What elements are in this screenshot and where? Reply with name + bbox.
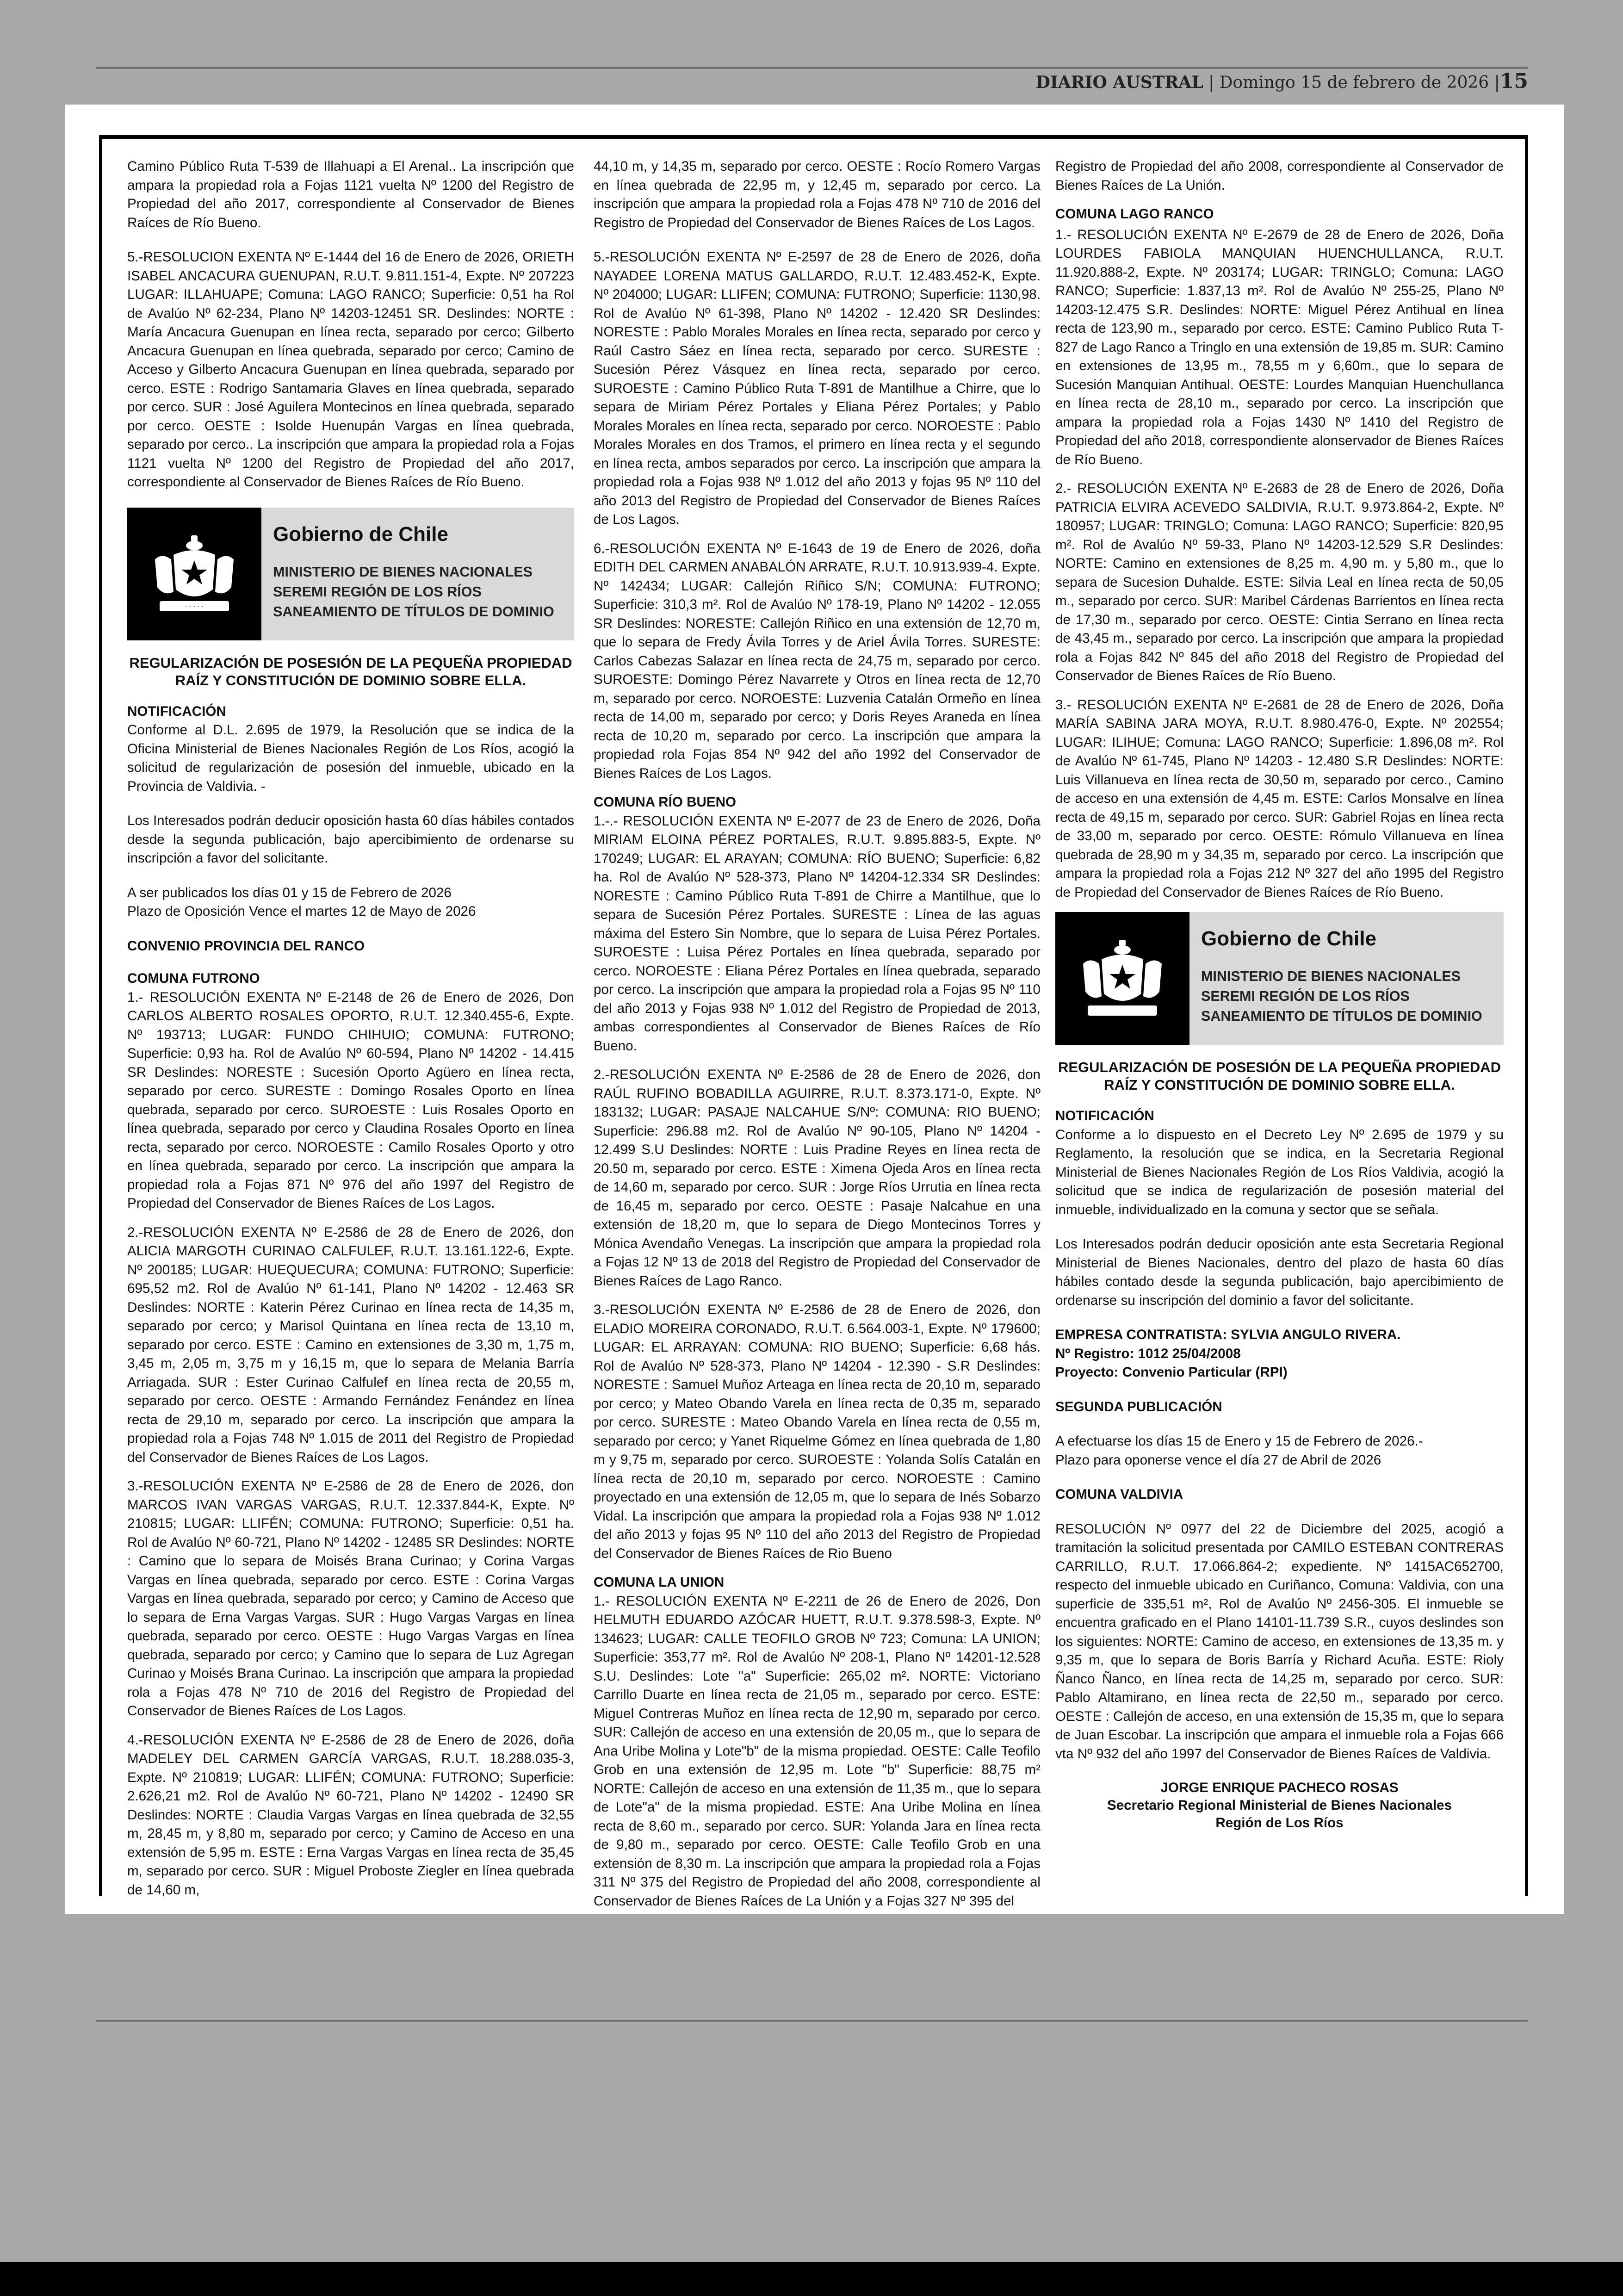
- gov-title: Gobierno de Chile: [273, 522, 448, 546]
- footer-rule: [96, 2020, 1528, 2022]
- bottom-bar: [0, 2262, 1623, 2296]
- coat-of-arms-icon: [1074, 931, 1171, 1024]
- gov-chile-banner: [1055, 912, 1504, 1045]
- resolution-lr-1: 1.- RESOLUCIÓN EXENTA Nº E-2679 de 28 de Enero de 2026, Doña LOURDES FABIOLA MANQUIAN HUENCHULLANCA, R.U.T. 11.920.888-2, Expte. Nº 203174; LUGAR: TRINGLO; Comuna: LAGO RANCO; Superficie: 1.837,13 m². Rol de Avalúo Nº 255-25, Plano Nº 14203-12.475 S.R. Deslindes: NORTE: Miguel Pérez Antihual en línea recta de 123,90 m., separado por cerco. ESTE: Camino Publico Ruta T-827 de Lago Ranco a Tringlo en una extensión de 19,85 m. SUR: Camino en extensiones de 13,95 m., 78,55 m y 6,60m., que lo separa de Sucesión Manquian Antihual. OESTE: Lourdes Manquian Huenchullanca en línea recta de 28,10 m., separado por cerco. La inscripción que ampara la propiedad rola a Fojas 1430 Nº 1410 del Registro de Propiedad del año 2018, correspondiente alonservador de Bienes Raíces de Río Bueno.: [1055, 227, 1504, 467]
- resolution-rb-1: 1.-.- RESOLUCIÓN EXENTA Nº E-2077 de 23 de Enero de 2026, Doña MIRIAM ELOINA PÉREZ PORTALES, R.U.T. 9.895.883-5, Expte. Nº 170249; LUGAR: EL ARAYAN; COMUNA: RÍO BUENO; Superficie: 6,82 ha. Rol de Avalúo Nº 528-373, Plano Nº 14204-12.334 SR Deslindes: NORESTE : Camino Público Ruta T-891 de Chirre a Mantilhue, que lo separa de Sucesión Pérez Portales. SURESTE : Línea de las aguas máxima del Estero Sin Nombre, que lo separa de Luisa Pérez Portales. SUROESTE : Luisa Pérez Portales en línea quebrada, separado por cerco. NOROESTE : Eliana Pérez Portales en línea quebrada, separado por cerco. La inscripción que ampara la propiedad rola a Fojas 95 Nº 110 del año 2013 y Fojas 938 Nº 1.012 del Registro de Propiedad de 2013, ambas correspondientes al Conservador de Bienes Raíces de Río Bueno.: [594, 813, 1041, 1054]
- registry-number: Nº Registro: 1012 25/04/2008: [1055, 1346, 1241, 1361]
- resolution-3: 3.-RESOLUCIÓN EXENTA Nº E-2586 de 28 de Enero de 2026, don MARCOS IVAN VARGAS VARGAS, R.U.T. 12.337.844-K, Expte. Nº 210815; LUGAR: LLIFÉN; COMUNA: FUTRONO; Superficie: 0,51 ha. Rol de Avalúo Nº 60-721, Plano Nº 14202 - 12485 SR Deslindes: NORTE : Camino que lo separa de Moisés Brana Curinao; y Corina Vargas Vargas en línea quebrada, separado por cerco. ESTE : Corina Vargas Vargas en línea quebrada, separado por cerco; y Camino de Acceso que lo separa de Erna Vargas Vargas. SUR : Hugo Vargas Vargas en línea quebrada, separado por cerco. OESTE : Hugo Vargas Vargas en línea quebrada, separado por cerco; y Camino que lo separa de Luz Agregan Curinao y Moisés Brana Curinao. La inscripción que ampara la propiedad rola a Fojas 478 Nº 710 de 2016 del Registro de Propiedad del Conservador de Bienes Raíces de Los Lagos.: [127, 1478, 574, 1719]
- resolution-5: 5.-RESOLUCIÓN EXENTA Nº E-2597 de 28 de Enero de 2026, doña NAYADEE LORENA MATUS GALLARDO, R.U.T. 12.483.452-K, Expte. Nº 204000; LUGAR: LLIFEN; COMUNA: FUTRONO; Superficie: 1130,98. Rol de Avalúo Nº 61-398, Plano Nº 14202 - 12.420 SR Deslindes: NORESTE : Pablo Morales Morales en línea recta, separado por cerco y Raúl Castro Sáez en línea recta, separado por cerco. SURESTE : Sucesión Pérez Vásquez en línea recta, separado por cerco. SUROESTE : Camino Público Ruta T-891 de Mantilhue a Chirre, que lo separa de Miriam Pérez Portales y Eliana Pérez Portales; y Pablo Morales Morales en línea recta, separado por cerco. NOROESTE : Pablo Morales Morales en dos Tramos, el primero en línea recta y el segundo en línea recta, ambos separados por cerco. La inscripción que ampara la propiedad rola a Fojas 938 Nº 1.012 del año 2013 y fojas 95 Nº 110 del año 2013 del Registro de Propiedad del Conservador de Bienes Raíces de Los Lagos.: [594, 249, 1041, 527]
- notification-text: Conforme al D.L. 2.695 de 1979, la Resolución que se indica de la Oficina Ministerial de Bienes Nacionales Región de Los Ríos, acogió la solicitud de regularización de posesión del inmueble, ubicado en la Provincia de Valdivia. -: [127, 722, 574, 794]
- second-publication: SEGUNDA PUBLICACIÓN: [1055, 1399, 1222, 1415]
- signatory-name: JORGE ENRIQUE PACHECO ROSAS: [1160, 1780, 1399, 1795]
- publication-date: | Domingo 15 de febrero de 2026 |: [1208, 73, 1500, 92]
- resolution-4: 4.-RESOLUCIÓN EXENTA Nº E-2586 de 28 de Enero de 2026, doña MADELEY DEL CARMEN GARCÍA VARGAS, R.U.T. 18.288.035-3, Expte. Nº 210819; LUGAR: LLIFÉN; COMUNA: FUTRONO; Superficie: 2.626,21 m2. Rol de Avalúo Nº 60-721, Plano Nº 14202 - 12490 SR Deslindes: NORTE : Claudia Vargas Vargas en línea quebrada de 32,55 m, 28,45 m, y 8,80 m, separado por cerco; y Camino de Acceso en una extensión de 5,95 m. ESTE : Erna Vargas Vargas en línea recta de 35,45 m, separado por cerco. SUR : Miguel Proboste Ziegler en línea quebrada de 14,60 m,: [127, 1732, 574, 1898]
- comuna-heading: COMUNA LAGO RANCO: [1055, 206, 1214, 222]
- gov-subtitle: [273, 562, 554, 622]
- seremi: SEREMI REGIÓN DE LOS RÍOS: [1201, 988, 1410, 1004]
- resolution-1: 1.- RESOLUCIÓN EXENTA Nº E-2148 de 26 de Enero de 2026, Don CARLOS ALBERTO ROSALES OPORTO, R.U.T. 12.340.455-6, Expte. Nº 193713; LUGAR: FUNDO CHIHUIO; COMUNA: FUTRONO; Superficie: 0,93 ha. Rol de Avalúo Nº 60-594, Plano Nº 14202 - 14.415 SR Deslindes: NORESTE : Sucesión Oporto Agüero en línea recta, separado por cerco. SURESTE : Domingo Rosales Oporto en línea quebrada, separado por cerco. SUROESTE : Luis Rosales Oporto en línea quebrada, separado por cerco y Claudina Rosales Oporto en línea recta, separado por cerco. NOROESTE : Camilo Rosales Oporto y otro en línea quebrada, separado por cerco. La inscripción que ampara la propiedad rola a Fojas 871 Nº 976 del año 1997 del Registro de Propiedad del Conservador de Bienes Raíces de Los Lagos.: [127, 989, 574, 1211]
- paragraph: Camino Público Ruta T-539 de Illahuapi a El Arenal.. La inscripción que ampara la propiedad rola a Fojas 1121 vuelta Nº 1200 del Registro de Propiedad del año 2017, correspondiente al Conservador de Bienes Raíces de Río Bueno.: [127, 159, 574, 230]
- page-number: 15: [1499, 69, 1528, 93]
- convenio-heading: CONVENIO PROVINCIA DEL RANCO: [127, 938, 365, 954]
- resolution-valdivia: RESOLUCIÓN Nº 0977 del 22 de Diciembre del 2025, acogió a tramitación la solicitud presentada por CAMILO ESTEBAN CONTRERAS CARRILLO, R.U.T. 17.066.864-2; expediente. Nº 1415AC652700, respecto del inmueble ubicado en Curiñanco, Comuna: Valdivia, con una superficie de 335,51 m², Rol de Avalúo Nº 2456-305. El inmueble se encuentra graficado en el Plano 14101-11.739 S.R., cuyos deslindes son los siguientes: NORTE: Camino de acceso, en extensiones de 13,35 m. y 9,35 m, que lo separa de Boris Barría y Richard Acuña. ESTE: Rioly Ñanco Ñanco, en línea recta de 14,25 m, separado por cerco. SUR: Pablo Altamirano, en línea recta de 22,50 m., separado por cerco. OESTE : Callejón de acceso, en una extensión de 15,35 m, que lo separa de Juan Escobar. La inscripción que ampara el inmueble rola a Fojas 666 vta Nº 932 del año 1997 del Conservador de Bienes Raíces de Valdivia.: [1055, 1521, 1504, 1762]
- resolution-lr-2: 2.- RESOLUCIÓN EXENTA Nº E-2683 de 28 de Enero de 2026, Doña PATRICIA ELVIRA ACEVEDO SALDIVIA, R.U.T. 9.973.864-2, Expte. Nº 180957; LUGAR: TRINGLO; Comuna: LAGO RANCO; Superficie: 820,95 m². Rol de Avalúo Nº 59-33, Plano Nº 14203-12.529 S.R Deslindes: NORTE: Camino en extensiones de 8,25 m. 4,90 m. y 5,80 m., que lo separa de Sucesion Duhalde. ESTE: Silvia Leal en línea recta de 50,05 m., separado por cerco. SUR: Maribel Cárdenas Barrientos en línea recta de 17,30 m., separado por cerco. OESTE: Cintia Serrano en línea recta de 43,45 m., separado por cerco. La inscripción que ampara la propiedad rola a Fojas 842 Nº 845 del año 2018 del Registro de Propiedad del Conservador de Bienes Raíces de Río Bueno.: [1055, 481, 1504, 683]
- header-rule: [96, 67, 1528, 69]
- resolution-2: 2.-RESOLUCIÓN EXENTA Nº E-2586 de 28 de Enero de 2026, don ALICIA MARGOTH CURINAO CALFULEF, R.U.T. 13.161.122-6, Expte. Nº 200185; LUGAR: HUEQUECURA; COMUNA: FUTRONO; Superficie: 695,52 m2. Rol de Avalúo Nº 61-141, Plano Nº 14202 - 12.463 SR Deslindes: NORTE : Katerin Pérez Curinao en línea recta de 14,35 m, separado por cerco; y Marisol Quintana en línea recta de 13,10 m, separado por cerco. ESTE : Camino en extensiones de 3,30 m, 1,75 m, 3,45 m, 2,05 m, 3,75 m y 16,15 m, que lo separa de Melania Barría Arriagada. SUR : Ester Curinao Calfulef en línea recta de 20,55 m, separado por cerco. OESTE : Armando Fernández Fenández en línea recta de 29,10 m, separado por cerco. La inscripción que ampara la propiedad rola a Fojas 748 Nº 1.015 de 2011 del Registro de Propiedad del Conservador de Bienes Raíces de Los Lagos.: [127, 1224, 574, 1465]
- opposition-text: Los Interesados podrán deducir oposición hasta 60 días hábiles contados desde la segunda publicación, bajo apercibimiento de ordenarse su inscripción a favor del solicitante.: [127, 813, 574, 866]
- notification-text: Conforme a lo dispuesto en el Decreto Ley Nº 2.695 de 1979 y su Reglamento, la resolución que se indica, en la Secretaria Regional Ministerial de Bienes Nacionales Región de Los Ríos Valdivia, acogió la solicitud que se indica de regularización de posesión material del inmueble, individualizado en la comuna y sector que se señala.: [1055, 1127, 1504, 1217]
- gov-logo-box: [127, 508, 261, 640]
- comuna-heading: COMUNA VALDIVIA: [1055, 1487, 1183, 1502]
- column-2: [594, 157, 1041, 1921]
- resolution-lr-3: 3.- RESOLUCIÓN EXENTA Nº E-2681 de 28 de Enero de 2026, Doña MARÍA SABINA JARA MOYA, R.U.T. 8.980.476-0, Expte. Nº 202554; LUGAR: ILIHUE; Comuna: LAGO RANCO; Superficie: 1.896,08 m². Rol de Avalúo Nº 61-745, Plano Nº 14203 - 12.480 S.R Deslindes: NORTE: Luis Villanueva en línea recta de 30,50 m, separado por cerco., Camino de acceso en una extensión de 4,45 m. ESTE: Carlos Monsalve en línea recta de 49,15 m, separado por cerco. SUR: Gabriel Rojas en línea recta de 33,00 m, separado por cerco. OESTE: Rómulo Villanueva en línea quebrada de 28,90 m y 34,35 m, separado por cerco. La inscripción que ampara la propiedad rola a Fojas 212 Nº 327 del año 1995 del Registro de Propiedad del Conservador de Bienes Raíces de Río Bueno.: [1055, 697, 1504, 900]
- gov-title: Gobierno de Chile: [1201, 927, 1376, 950]
- resolution-6: 6.-RESOLUCIÓN EXENTA Nº E-1643 de 19 de Enero de 2026, doña EDITH DEL CARMEN ANABALÓN ARRATE, R.U.T. 10.913.939-4. Expte. Nº 142434; LUGAR: Callejón Riñico S/N; COMUNA: FUTRONO; Superficie: 310,3 m². Rol de Avalúo Nº 178-19, Plano Nº 14202 - 12.055 SR Deslindes: NORESTE: Callejón Riñico en una extensión de 12,70 m, que lo separa de Fredy Ávila Torres y de Ariel Ávila Torres. SURESTE: Carlos Cabezas Salazar en línea recta de 24,75 m, separado por cerco. SUROESTE: Domingo Pérez Navarrete y Otros en línea recta de 12,70 m, separado por cerco. NOROESTE: Luzvenia Catalán Ormeño en línea recta de 14,00 m, separado por cerco; y Doris Reyes Araneda en línea recta de 10,20 m, separado por cerco. La inscripción que ampara la propiedad rola Fojas 854 Nº 942 del año 1992 del Conservador de Bienes Raíces de Los Lagos.: [594, 540, 1041, 781]
- ministry: MINISTERIO DE BIENES NACIONALES: [1201, 968, 1461, 984]
- opposition-deadline: Plazo para oponerse vence el día 27 de Abril de 2026: [1055, 1452, 1381, 1468]
- gov-subtitle: [1201, 967, 1482, 1026]
- publication-name: DIARIO AUSTRAL: [1035, 73, 1203, 92]
- notification-heading: NOTIFICACIÓN: [1055, 1108, 1154, 1123]
- opposition-text: Los Interesados podrán deducir oposición ante esta Secretaria Regional Ministerial de Bienes Nacionales, dentro del plazo de hasta 60 días hábiles contado desde la segunda publicación, bajo apercibimiento de ordenarse su inscripción del dominio a favor del solicitante.: [1055, 1236, 1504, 1308]
- gov-chile-banner: [127, 508, 574, 640]
- resolution-rb-2: 2.-RESOLUCIÓN EXENTA Nº E-2586 de 28 de Enero de 2026, don RAÚL RUFINO BOBADILLA AGUIRRE, R.U.T. 8.373.171-0, Expte. Nº 183132; LUGAR: PASAJE NALCAHUE S/Nº: COMUNA: RIO BUENO; Superficie: 296.88 m2. Rol de Avalúo Nº 90-105, Plano Nº 14204 - 12.499 S.U Deslindes: NORTE : Luis Pradine Reyes en línea recta de 20.50 m, separado por cerco. ESTE : Ximena Ojeda Aros en línea recta de 14,60 m, separado por cerco. SUR : Jorge Ríos Urrutia en línea recta de 16,45 m, separado por cerco. OESTE : Pasaje Nalcahue en una extensión de 18,20 m, que lo separa de Diego Montecinos Torres y Mónica Avendaño Venegas. La inscripción que ampara la propiedad rola a Fojas 12 Nº 13 de 2018 del Registro de Propiedad del Conservador de Bienes Raíces de Lago Ranco.: [594, 1067, 1041, 1289]
- notification-heading: NOTIFICACIÓN: [127, 703, 226, 719]
- opposition-deadline: Plazo de Oposición Vence el martes 12 de Mayo de 2026: [127, 904, 476, 919]
- signatory-title: Secretario Regional Ministerial de Bienes Nacionales: [1107, 1798, 1452, 1813]
- column-1: [127, 157, 574, 1910]
- ministry: MINISTERIO DE BIENES NACIONALES: [273, 564, 533, 580]
- notice-title: REGULARIZACIÓN DE POSESIÓN DE LA PEQUEÑA PROPIEDAD RAÍZ Y CONSTITUCIÓN DE DOMINIO SOBRE ELLA.: [129, 654, 572, 689]
- publication-dates: A ser publicados los días 01 y 15 de Febrero de 2026: [127, 885, 452, 900]
- page-header: [1036, 69, 1528, 93]
- resolution-lu-1: 1.- RESOLUCIÓN EXENTA Nº E-2211 de 26 de Enero de 2026, Don HELMUTH EDUARDO AZÓCAR HUETT, R.U.T. 9.378.598-3, Expte. Nº 134623; LUGAR: CALLE TEOFILO GROB Nº 723; Comuna: LA UNION; Superficie: 353,77 m². Rol de Avalúo Nº 208-1, Plano Nº 14201-12.528 S.U. Deslindes: Lote "a" Superficie: 265,02 m². NORTE: Victoriano Carrillo Duarte en línea recta de 21,05 m., separado por cerco. ESTE: Miguel Contreras Muñoz en línea recta de 12,90 m, separado por cerco. SUR: Callejón de acceso en una extensión de 20,05 m., que lo separa de Ana Uribe Molina y Lote"b" de la misma propiedad. OESTE: Calle Teofilo Grob en una extensión de 12,95 m. Lote "b" Superficie: 88,75 m² NORTE: Callejón de acceso en una extensión de 11,35 m., que lo separa de Lote"a" de la misma propiedad. ESTE: Ana Uribe Molina en línea recta de 8,60 m., separado por cerco. SUR: Yolanda Jara en línea recta de 9,80 m., separado por cerco. OESTE: Calle Teofilo Grob en una extensión de 8,30 m. La inscripción que ampara la propiedad rola a Fojas 311 Nº 375 del Registro de Propiedad del año 2008, correspondiente al Conservador de Bienes Raíces de La Unión y a Fojas 327 Nº 395 del: [594, 1593, 1041, 1909]
- column-3: [1055, 157, 1504, 1832]
- contractor: EMPRESA CONTRATISTA: SYLVIA ANGULO RIVERA.: [1055, 1327, 1401, 1342]
- paragraph: Registro de Propiedad del año 2008, correspondiente al Conservador de Bienes Raíces de La Unión.: [1055, 159, 1504, 193]
- paragraph: 44,10 m, y 14,35 m, separado por cerco. OESTE : Rocío Romero Vargas en línea quebrada de 22,95 m, y 12,45 m, separado por cerco. La inscripción que ampara la propiedad rola a Fojas 478 Nº 710 de 2016 del Registro de Propiedad del Conservador de Bienes Raíces de Los Lagos.: [594, 159, 1041, 230]
- gov-logo-box: [1055, 912, 1189, 1045]
- comuna-heading: COMUNA LA UNION: [594, 1575, 725, 1590]
- resolution-rb-3: 3.-RESOLUCIÓN EXENTA Nº E-2586 de 28 de Enero de 2026, don ELADIO MOREIRA CORONADO, R.U.T. 6.564.003-1, Expte. Nº 179600; LUGAR: EL ARRAYAN: COMUNA: RIO BUENO; Superficie: 6,68 hás. Rol de Avalúo Nº 528-373, Plano Nº 14204 - 12.390 - S.R Deslindes: NORESTE : Samuel Muñoz Arteaga en línea recta de 20,10 m, separado por cerco; y Mateo Obando Varela en línea recta de 0,35 m, separado por cerco. SURESTE : Mateo Obando Varela en línea recta de 0,55 m, separado por cerco; y Yanet Riquelme Gómez en línea quebrada de 1,80 m y 9,75 m, separado por cerco. SUROESTE : Yolanda Solís Catalán en línea recta de 20,10 m, separado por cerco. NOROESTE : Camino proyectado en una extensión de 12,05 m, que lo separa de Inés Sobarzo Vidal. La inscripción que ampara la propiedad rola a Fojas 938 Nº 1.012 del año 2013 y fojas 95 Nº 110 del año 2013 del Registro de Propiedad del Conservador de Bienes Raíces de Rio Bueno: [594, 1302, 1041, 1561]
- seremi: SEREMI REGIÓN DE LOS RÍOS: [273, 583, 482, 600]
- coat-of-arms-icon: [146, 527, 243, 620]
- project: Proyecto: Convenio Particular (RPI): [1055, 1365, 1288, 1380]
- publication-dates: A efectuarse los días 15 de Enero y 15 de Febrero de 2026.-: [1055, 1433, 1423, 1449]
- program: SANEAMIENTO DE TÍTULOS DE DOMINIO: [1201, 1008, 1482, 1024]
- notice-title: REGULARIZACIÓN DE POSESIÓN DE LA PEQUEÑA PROPIEDAD RAÍZ Y CONSTITUCIÓN DE DOMINIO SOBRE ELLA.: [1058, 1059, 1501, 1093]
- comuna-heading: COMUNA RÍO BUENO: [594, 794, 736, 810]
- resolution-5: 5.-RESOLUCION EXENTA Nº E-1444 del 16 de Enero de 2026, ORIETH ISABEL ANCACURA GUENUPAN, R.U.T. 9.811.151-4, Expte. Nº 207223 LUGAR: ILLAHUAPE; Comuna: LAGO RANCO; Superficie: 0,51 ha Rol de Avalúo Nº 62-234, Plano Nº 14203-12451 SR. Deslindes: NORTE : María Ancacura Guenupan en línea recta, separado por cerco; Gilberto Ancacura Guenupan en línea quebrada, separado por cerco; Camino de Acceso y Gilberto Ancacura Guenupan en línea quebrada, separado por cerco. ESTE : Rodrigo Santamaria Glaves en línea quebrada, separado por cerco. SUR : José Aguilera Montecinos en línea quebrada, separado por cerco. OESTE : Isolde Huenupán Vargas en línea quebrada, separado por cerco.. La inscripción que ampara la propiedad rola a Fojas 1121 vuelta Nº 1200 del Registro de Propiedad del año 2017, correspondiente al Conservador de Bienes Raíces de Río Bueno.: [127, 249, 574, 490]
- signatory-region: Región de Los Ríos: [1215, 1815, 1344, 1831]
- program: SANEAMIENTO DE TÍTULOS DE DOMINIO: [273, 603, 554, 620]
- svg-text:· · · · ·: · · · · ·: [185, 603, 204, 611]
- comuna-heading: COMUNA FUTRONO: [127, 971, 260, 986]
